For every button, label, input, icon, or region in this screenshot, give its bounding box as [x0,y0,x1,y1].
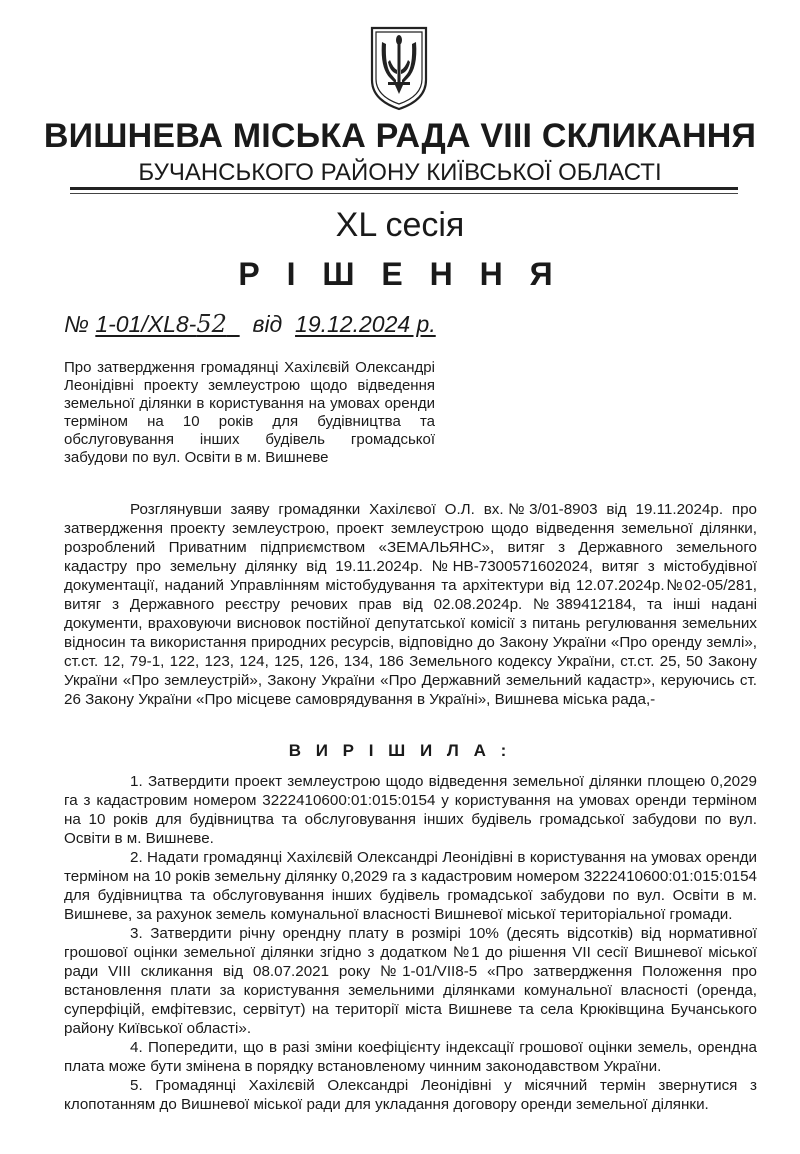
preamble-paragraph: Розглянувши заяву громадянки Хахілєвої О.Л. вх.№3/01-8903 від 19.11.2024р. про затвердження проекту землеустрою, проект землеустрою щодо відведення земельної ділянки, розроблений Приватним підприємством «ЗЕМАЛЬЯНС», витяг з Державного земельного кадастру про земельну ділянку від 19.11.2024р. №НВ-7300571602024, витяг з містобудівної документації, наданий Управлінням містобудування та архітектури від 12.07.2024р.№02-05/281, витяг з Державного реєстру речових прав від 02.08.2024р. №389412184, та інші надані документи, враховуючи висновок постійної депутатської комісії з питань регулювання земельних відносин та використання природних ресурсів, відповідно до Закону України «Про оренду землі», ст.ст. 12, 79-1, 122, 123, 124, 125, 126, 134, 186 Земельного кодексу України, ст.ст. 25, 50 Закону України «Про землеустрій», Закону України «Про Державний земельний кадастр», керуючись ст. 26 Закону України «Про місцеве самоврядування в Україні», Вишнева міська рада,- [64,501,757,708]
decision-number [95,311,239,337]
decision-number-handwritten: 52 [196,310,227,338]
resolution-item: 1. Затвердити проект землеустрою щодо відведення земельної ділянки площею 0,2029 га з кадастровим номером 3222410600:01:015:0154 у користування на умовах оренди терміном на 10 років для будівництва та обслуговування інших будівель громадської забудови по вул. Освіти в м. Вишневе. [64,773,757,847]
resolution-item: 2. Надати громадянці Хахілєвій Олександрі Леонідівні в користування на умовах оренди терміном на 10 років земельну ділянку 0,2029 га з кадастровим номером 3222410600:01:015:0154 для будівництва та обслуговування інших будівель громадської забудови по вул. Освіти в м. Вишневе, за рахунок земель комунальної власності Вишневої міської територіальної громади. [64,849,757,923]
resolution-item: 5. Громадянці Хахілєвій Олександрі Леонідівні у місячний термін звернутися з клопотанням до Вишневої міської ради для укладання договору оренди земельної ділянки. [64,1077,757,1113]
number-sign: № [64,311,89,337]
trident-coat-of-arms-icon [368,24,430,112]
decision-date: 19.12.2024 р. [295,311,436,337]
council-name: ВИШНЕВА МІСЬКА РАДА VIII СКЛИКАННЯ [43,117,757,155]
decision-number-line [64,308,436,340]
resolved-heading: В И Р І Ш И Л А : [288,741,512,760]
session-title: XL сесія [335,206,465,244]
decision-subject: Про затвердження громадянці Хахілєвій Олександрі Леонідівні проекту землеустрою щодо відведення земельної ділянки в користування на умовах оренди терміном на 10 років для будівництва та обслуговування інших будівель громадської забудови по вул. Освіти в м. Вишневе [64,359,435,466]
resolution-items [64,772,757,1114]
resolution-item: 3. Затвердити річну орендну плату в розмірі 10% (десять відсотків) від нормативної грошової оцінки земельної ділянки згідно з додатком №1 до рішення VII сесії Вишневої міської ради VIII скликання від 08.07.2021 року №1-01/VII8-5 «Про затвердження Положення про встановлення плати за користування земельними ділянками комунальної власності (оренда, суперфіцій, емфітевзис, сервітут) на території міста Вишневе та села Крюківщина Бучанського району Київської області». [64,925,757,1037]
header-divider-thin [70,193,738,194]
resolution-item: 4. Попередити, що в разі зміни коефіцієнту індексації грошової оцінки земель, орендна плата може бути змінена в порядку встановленому чинним законодавством України. [64,1039,757,1075]
decision-number-code: 1-01/XL8- [95,311,197,337]
date-from-label: від [252,311,283,337]
document-type-heading: Р І Ш Е Н Н Я [238,256,562,292]
header-divider-thick [70,187,738,190]
council-region: БУЧАНСЬКОГО РАЙОНУ КИЇВСЬКОЇ ОБЛАСТІ [138,159,662,186]
